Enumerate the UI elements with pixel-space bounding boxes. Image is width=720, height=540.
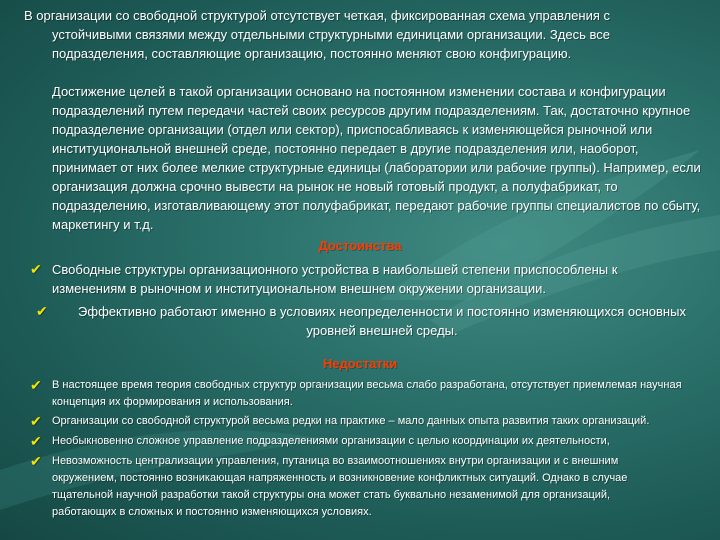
check-icon: ✔ bbox=[30, 433, 42, 449]
advantage-item-2: Эффективно работают именно в условиях неопределенности и постоянно изменяющихся основных уровней внешней среды. bbox=[78, 304, 686, 338]
check-icon: ✔ bbox=[30, 261, 42, 277]
paragraph-2: Достижение целей в такой организации основано на постоянном изменении состава и конфигурации подразделений путем передачи частей своих ресурсов другим подразделениям. Так, достаточно крупное подразделение организации (отдел или сектор), приспосабливаясь к изменяющейся рыночной или институциональной внешней среде, постоянно передает в другие подразделения или, наоборот, принимает от них более мелкие структурные единицы (лаборатории или рабочие группы). Например, если организация должна срочно вывести на рынок не новый готовый продукт, а полуфабрикат, то подразделению, изготавливающему этот полуфабрикат, передают рабочие группы специалистов по сбыту, маркетингу и т.д. bbox=[52, 84, 701, 232]
check-icon: ✔ bbox=[30, 377, 42, 393]
intro-line-rest: устойчивыми связями между отдельными структурными единицами организации. Здесь все подразделения, составляющие организацию, постоянно меняют свою конфигурацию. bbox=[52, 27, 610, 61]
disadvantages-heading: Недостатки bbox=[322, 356, 398, 371]
advantages-heading: Достоинства bbox=[318, 238, 402, 253]
intro-line-1: В организации со свободной структурой отсутствует четкая, фиксированная схема управления с bbox=[24, 8, 611, 23]
disadvantage-item-3: Необыкновенно сложное управление подразделениями организации с целью координации их деятельности, bbox=[52, 435, 610, 447]
disadvantage-item-4: Невозможность централизации управления, путаница во взаимоотношениях внутри организации и с внешним окружением, постоянно возникающая напряженность и возникновение конфликтных ситуаций. Однако в случае тщательной научной разработки такой структуры она может стать буквально незаменимой для организаций, работающих в сложных и постоянно изменяющихся условиях. bbox=[52, 455, 628, 518]
disadvantage-item-1: В настоящее время теория свободных структур организации весьма слабо разработана, отсутствует приемлемая научная концепция их формирования и использования. bbox=[52, 379, 682, 408]
disadvantage-item-2: Организации со свободной структурой весьма редки на практике – мало данных опыта развития таких организаций. bbox=[52, 415, 650, 427]
check-icon: ✔ bbox=[30, 453, 42, 469]
advantage-item-1: Свободные структуры организационного устройства в наибольшей степени приспособлены к изменениям в рыночном и институциональном внешнем окружении организации. bbox=[52, 262, 618, 296]
check-icon: ✔ bbox=[30, 413, 42, 429]
intro-paragraph bbox=[24, 6, 674, 63]
check-icon: ✔ bbox=[36, 303, 48, 319]
